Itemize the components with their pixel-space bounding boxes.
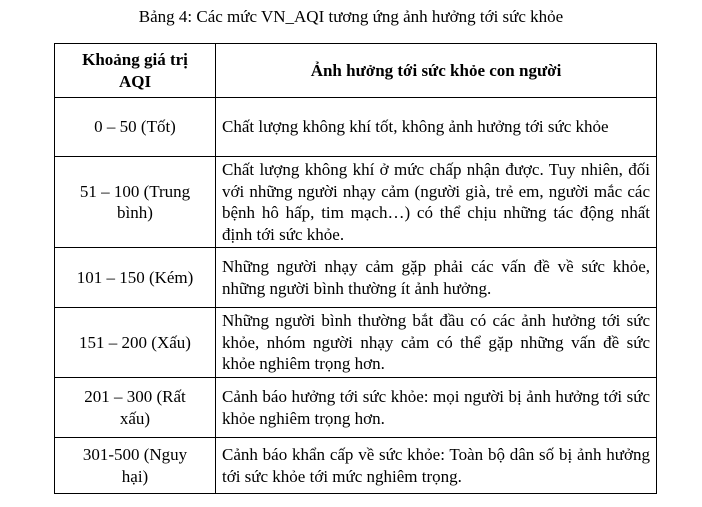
aqi-range-cell: 151 – 200 (Xấu) bbox=[55, 308, 216, 378]
table-row bbox=[55, 378, 657, 438]
table-row bbox=[55, 98, 657, 157]
table-row bbox=[55, 438, 657, 494]
aqi-range-cell: 101 – 150 (Kém) bbox=[55, 248, 216, 308]
header-aqi-range: Khoảng giá trị AQI bbox=[55, 44, 216, 98]
table-row bbox=[55, 248, 657, 308]
table-caption: Bảng 4: Các mức VN_AQI tương ứng ảnh hưởng tới sức khỏe bbox=[138, 7, 564, 26]
table-header-row bbox=[55, 44, 657, 98]
aqi-range-cell: 51 – 100 (Trung bình) bbox=[55, 157, 216, 248]
table-row bbox=[55, 308, 657, 378]
aqi-range-cell: 0 – 50 (Tốt) bbox=[55, 98, 216, 157]
health-effect-cell: Những người bình thường bắt đầu có các ảnh hưởng tới sức khỏe, nhóm người nhạy cảm có thể gặp những vấn đề sức khỏe nghiêm trọng hơn. bbox=[216, 308, 657, 378]
health-effect-cell: Cảnh báo hưởng tới sức khỏe: mọi người bị ảnh hưởng tới sức khỏe nghiêm trọng hơn. bbox=[216, 378, 657, 438]
header-health-effect: Ảnh hưởng tới sức khỏe con người bbox=[216, 44, 657, 98]
health-effect-cell: Chất lượng không khí tốt, không ảnh hưởng tới sức khỏe bbox=[216, 98, 657, 157]
health-effect-cell: Cảnh báo khẩn cấp về sức khỏe: Toàn bộ dân số bị ảnh hưởng tới sức khỏe tới mức nghiêm trọng. bbox=[216, 438, 657, 494]
table-row bbox=[55, 157, 657, 248]
health-effect-cell: Chất lượng không khí ở mức chấp nhận được. Tuy nhiên, đối với những người nhạy cảm (người già, trẻ em, người mắc các bệnh hô hấp, tim mạch…) có thể chịu những tác động nhất định tới sức khỏe. bbox=[216, 157, 657, 248]
health-effect-cell: Những người nhạy cảm gặp phải các vấn đề về sức khỏe, những người bình thường ít ảnh hưởng. bbox=[216, 248, 657, 308]
aqi-range-cell: 301-500 (Nguy hại) bbox=[55, 438, 216, 494]
aqi-range-cell: 201 – 300 (Rất xấu) bbox=[55, 378, 216, 438]
aqi-table bbox=[54, 43, 657, 494]
